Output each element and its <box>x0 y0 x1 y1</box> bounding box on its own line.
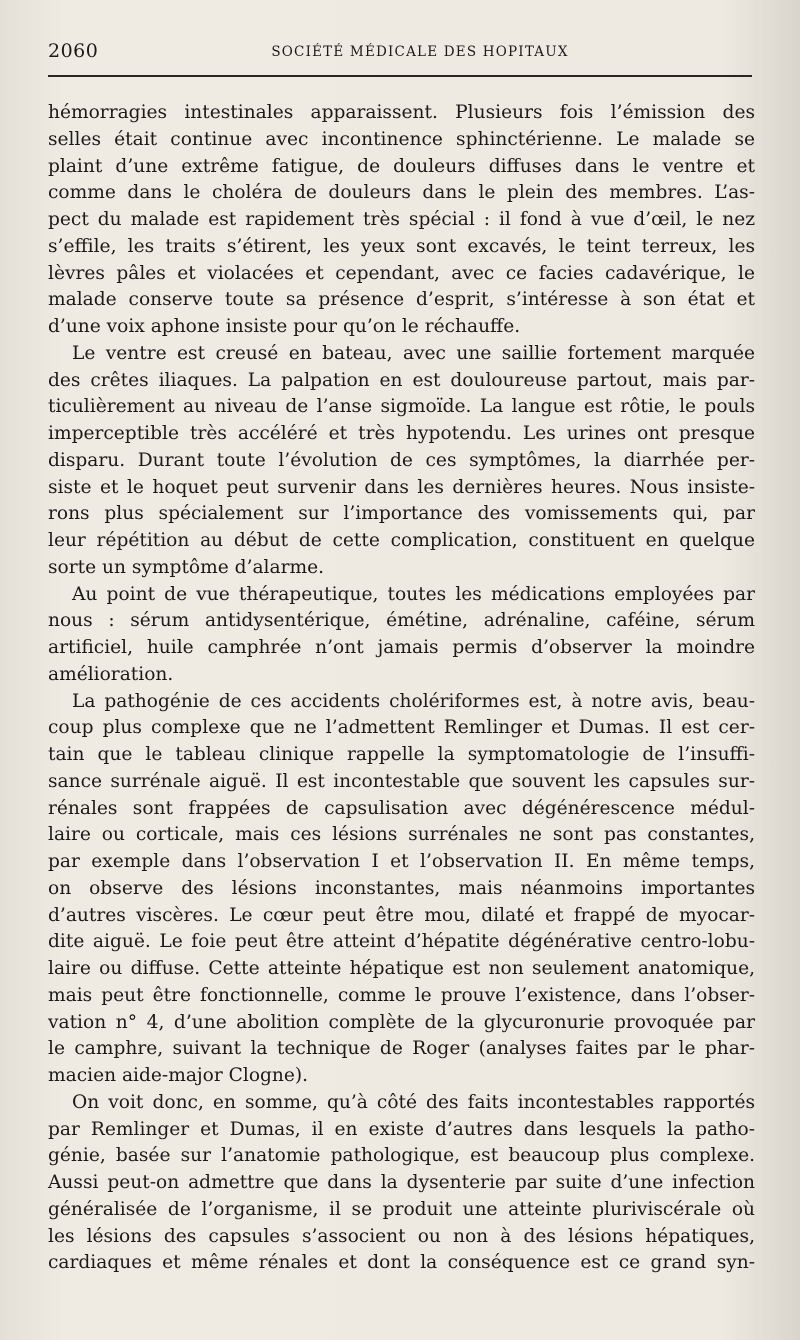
text-line: s’effile, les traits s’étirent, les yeux sont excavés, le teint terreux, les <box>48 235 755 257</box>
text-line: comme dans le choléra de douleurs dans le plein des membres. L’as- <box>48 182 755 204</box>
paragraph <box>48 341 755 582</box>
text-line: disparu. Durant toute l’évolution de ces symptômes, la diarrhée per- <box>48 449 755 471</box>
text-line: par Remlinger et Dumas, il en existe d’autres dans lesquels la patho- <box>48 1118 755 1140</box>
paragraph <box>48 1090 755 1277</box>
text-line: macien aide-major Clogne). <box>48 1065 309 1086</box>
text-line: Au point de vue thérapeutique, toutes les médications employées par <box>72 583 755 605</box>
text-line: nous : sérum antidysentérique, émétine, adrénaline, caféine, sérum <box>48 610 755 632</box>
text-line: selles était continue avec incontinence sphinctérienne. Le malade se <box>48 128 755 150</box>
text-line: On voit donc, en somme, qu’à côté des faits incontestables rapportés <box>72 1091 755 1113</box>
text-line: des crêtes iliaques. La palpation en est douloureuse partout, mais par- <box>48 369 755 391</box>
text-line: cardiaques et même rénales et dont la conséquence est ce grand syn- <box>48 1252 755 1274</box>
text-line: plaint d’une extrême fatigue, de douleurs diffuses dans le ventre et <box>48 155 755 177</box>
text-line: d’autres viscères. Le cœur peut être mou, dilaté et frappé de myocar- <box>48 904 755 926</box>
text-line: Le ventre est creusé en bateau, avec une saillie fortement marquée <box>72 342 755 364</box>
text-line: vation n° 4, d’une abolition complète de la glycuronurie provoquée par <box>48 1011 755 1033</box>
text-line: sorte un symptôme d’alarme. <box>48 556 325 578</box>
text-line: rénales sont frappées de capsulisation avec dégénérescence médul- <box>48 797 755 819</box>
text-line: La pathogénie de ces accidents cholériformes est, à notre avis, beau- <box>72 690 755 712</box>
text-line: laire ou diffuse. Cette atteinte hépatique est non seulement anatomique, <box>48 958 755 979</box>
text-line: amélioration. <box>48 663 174 685</box>
text-line: d’une voix aphone insiste pour qu’on le réchauffe. <box>48 316 521 337</box>
running-title: SOCIÉTÉ MÉDICALE DES HOPITAUX <box>271 44 569 60</box>
text-line: généralisée de l’organisme, il se produit une atteinte pluriviscérale où <box>48 1198 755 1220</box>
text-line: pect du malade est rapidement très spécial : il fond à vue d’œil, le nez <box>48 209 755 230</box>
text-line: par exemple dans l’observation I et l’observation II. En même temps, <box>48 851 755 872</box>
text-line: Aussi peut-on admettre que dans la dysenterie par suite d’une infection <box>48 1172 755 1193</box>
page-number: 2060 <box>48 40 99 62</box>
text-line: rons plus spécialement sur l’importance des vomissements qui, par <box>48 503 755 525</box>
paragraph <box>48 100 755 341</box>
text-line: artificiel, huile camphrée n’ont jamais permis d’observer la moindre <box>48 637 755 658</box>
text-line: hémorragies intestinales apparaissent. Plusieurs fois l’émission des <box>48 102 755 123</box>
body-text <box>48 100 755 1277</box>
text-line: génie, basée sur l’anatomie pathologique, est beaucoup plus complexe. <box>48 1145 755 1167</box>
text-line: on observe des lésions inconstantes, mais néanmoins importantes <box>48 877 755 899</box>
text-line: les lésions des capsules s’associent ou non à des lésions hépatiques, <box>48 1225 755 1247</box>
paragraph <box>48 582 755 689</box>
text-line: dite aiguë. Le foie peut être atteint d’hépatite dégénérative centro-lobu- <box>48 931 755 953</box>
paragraph <box>48 689 755 1090</box>
text-line: tain que le tableau clinique rappelle la symptomatologie de l’insuffi- <box>48 744 755 765</box>
text-line: le camphre, suivant la technique de Roger (analyses faites par le phar- <box>48 1038 755 1060</box>
page-header <box>48 40 752 70</box>
text-line: mais peut être fonctionnelle, comme le prouve l’existence, dans l’obser- <box>48 984 755 1006</box>
text-line: lèvres pâles et violacées et cependant, avec ce facies cadavérique, le <box>48 262 755 284</box>
header-rule <box>48 75 752 77</box>
text-line: ticulièrement au niveau de l’anse sigmoïde. La langue est rôtie, le pouls <box>48 396 755 418</box>
text-line: sance surrénale aiguë. Il est incontestable que souvent les capsules sur- <box>48 770 755 792</box>
text-line: laire ou corticale, mais ces lésions surrénales ne sont pas constantes, <box>48 824 755 846</box>
text-line: siste et le hoquet peut survenir dans les dernières heures. Nous insiste- <box>48 476 755 498</box>
text-line: imperceptible très accéléré et très hypotendu. Les urines ont presque <box>48 423 755 444</box>
text-line: malade conserve toute sa présence d’esprit, s’intéresse à son état et <box>48 289 755 311</box>
text-line: coup plus complexe que ne l’admettent Remlinger et Dumas. Il est cer- <box>48 717 755 739</box>
text-line: leur répétition au début de cette complication, constituent en quelque <box>48 530 755 551</box>
